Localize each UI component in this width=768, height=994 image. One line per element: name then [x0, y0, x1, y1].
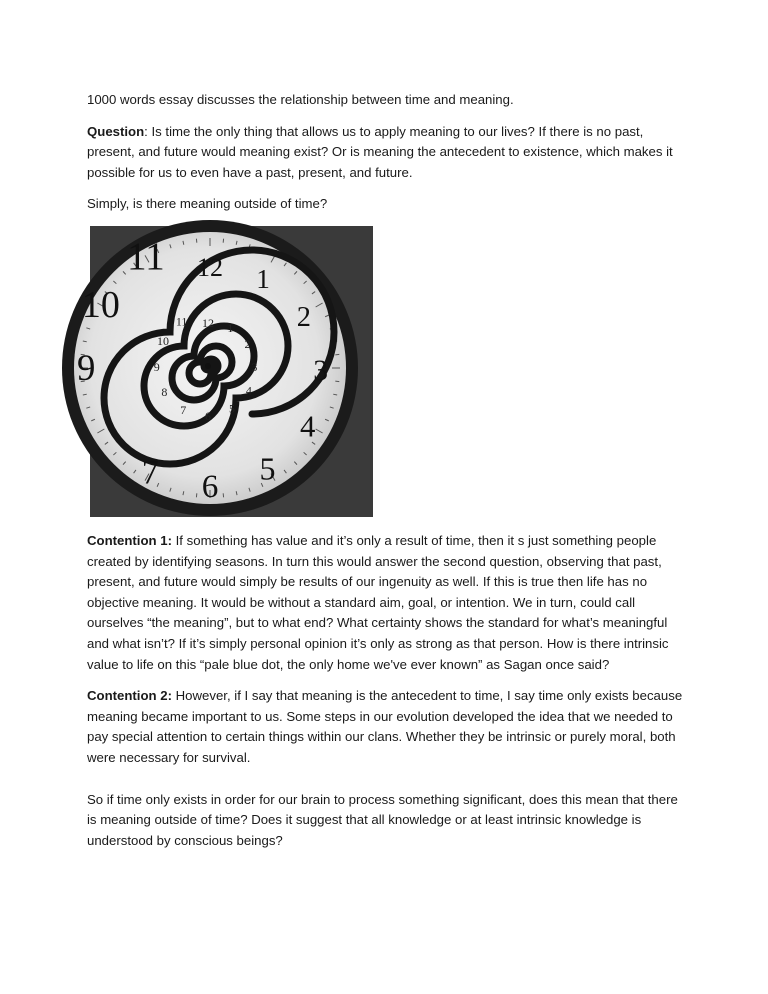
- inner-numeral: 1: [227, 321, 234, 336]
- outer-numeral: 2: [296, 301, 311, 333]
- simply-paragraph: Simply, is there meaning outside of time?: [87, 196, 328, 212]
- intro-paragraph: 1000 words essay discusses the relationship between time and meaning.: [87, 92, 514, 107]
- outer-numeral: 11: [127, 234, 165, 278]
- inner-numeral: 5: [229, 401, 235, 416]
- inner-numeral: 4: [245, 383, 252, 398]
- inner-numeral: 3: [251, 359, 258, 374]
- inner-numeral: 11: [175, 314, 188, 329]
- spiral-clock-graphic: [76, 226, 373, 517]
- inner-numeral: 12: [202, 315, 214, 330]
- inner-numeral: 8: [161, 385, 168, 400]
- contention2-paragraph: [87, 686, 683, 768]
- contention2-text: However, if I say that meaning is the antecedent to time, I say time only exists because meaning became important to us. Some steps in our evolution developed the idea that we needed to pay special attention to certain things within our clans. Whether they be intrinsic or purely moral, both were necessary for survival.: [87, 688, 683, 765]
- inner-numeral: 2: [244, 337, 251, 352]
- question-text: : Is time the only thing that allows us to apply meaning to our lives? If there is no past, present, and future would meaning exist? Or is meaning the antecedent to existence, which makes it possible for us to even have a past, present, and future.: [87, 123, 673, 180]
- outer-numeral: 1: [256, 263, 270, 294]
- outer-numeral: 5: [259, 450, 276, 487]
- inner-numeral: 6: [205, 408, 211, 423]
- outer-numeral: 7: [141, 453, 159, 492]
- question-label: Question: [87, 123, 145, 139]
- contention1-paragraph: [87, 531, 683, 675]
- contention1-label: Contention 1:: [87, 532, 172, 548]
- spiral-clock-image: [76, 226, 373, 517]
- inner-numeral: 10: [156, 333, 169, 348]
- outer-numeral: 12: [197, 252, 223, 282]
- outer-numeral: 9: [76, 346, 96, 388]
- outer-numeral: 6: [201, 468, 219, 506]
- contention2-label: Contention 2:: [87, 688, 172, 704]
- contention1-text: If something has value and it’s only a result of time, then it s just something people created by identifying seasons. In turn this would answer the second question, observing that past, present, and future would simply be results of our ingenuity as well. If this is true then life has no objective meaning. It would be without a standard aim, goal, or intention. We in turn, could call ourselves “the meaning”, but to what end? What certainty shows the standard for what’s meaningful and what isn’t? If it’s simply personal opinion it’s only as strong as that person. How is there intrinsic value to life on this “pale blue dot, the only home we've ever known” as Sagan once said?: [87, 532, 669, 672]
- conclusion-paragraph: So if time only exists in order for our brain to process something significant, does this mean that there is meaning outside of time? Does it suggest that all knowledge or at least intrinsic knowledge is understood by conscious beings?: [87, 791, 678, 848]
- spiral-center: [205, 363, 211, 369]
- question-paragraph: [87, 122, 683, 184]
- inner-numeral: 9: [153, 359, 160, 374]
- outer-numeral: 3: [313, 354, 328, 387]
- document-body: [76, 90, 683, 862]
- outer-numeral: 4: [299, 409, 316, 444]
- outer-numeral: 10: [81, 283, 120, 326]
- inner-numeral: 7: [180, 402, 187, 417]
